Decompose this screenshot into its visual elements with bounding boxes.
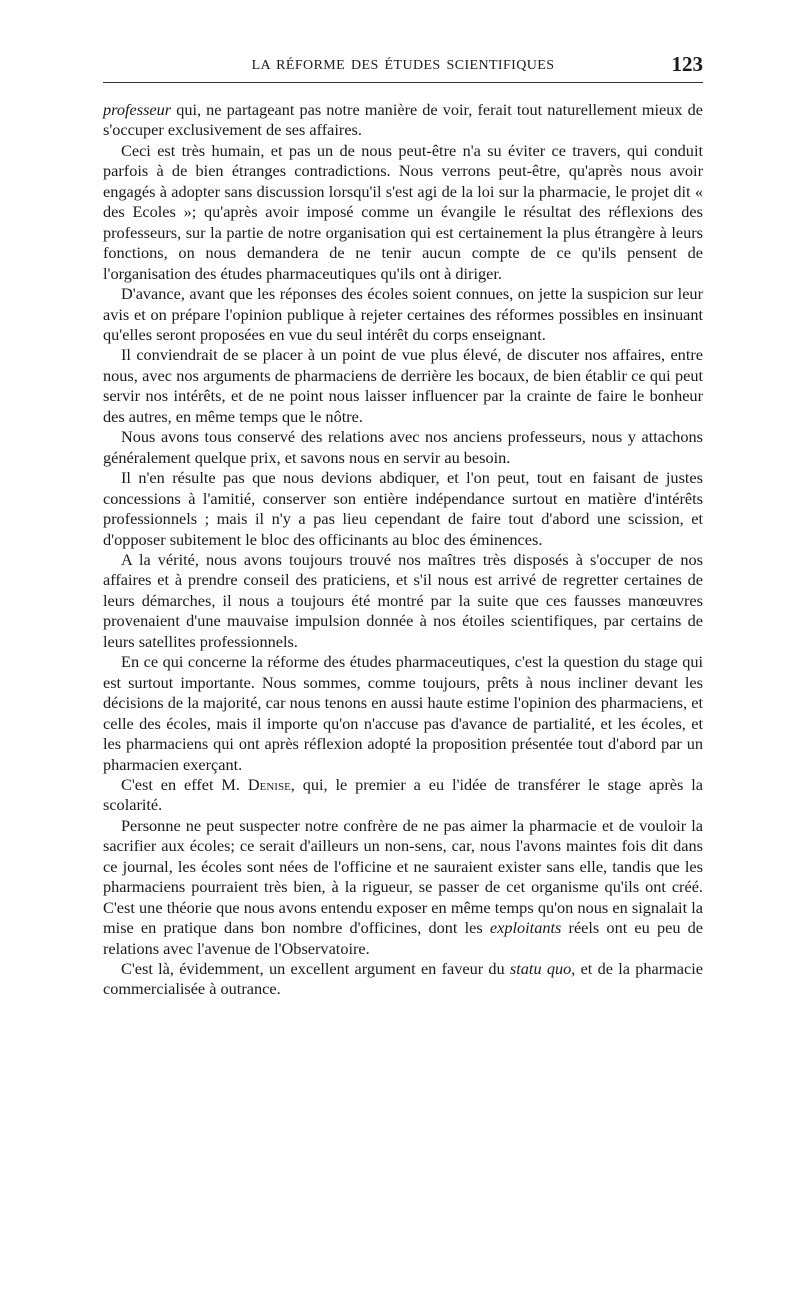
italic-word: statu quo xyxy=(509,959,572,979)
paragraph: Personne ne peut suspecter notre confrère de ne pas aimer la pharmacie et de vouloir la sacrifier aux écoles; ce serait d'ailleurs un non-sens, car, nous l'avons maintes fois dit dans ce journal, les écoles sont nées de l'officine et ne sauraient exister sans elle, tandis que les pharmaciens pourraient très bien, à la rigueur, se passer de cet organisme qu'ils ont créé. C'est une théorie que nous avons entendu exposer en même temps qu'on nous en signalait la mise en pratique dans bon nombre d'officines, dont les exploitants réels ont eu peu de relations avec l'avenue de l'Observatoire. xyxy=(103,815,704,958)
header-rule xyxy=(103,82,703,83)
running-title: LA RÉFORME DES ÉTUDES SCIENTIFIQUES xyxy=(251,58,555,73)
italic-word: exploitants xyxy=(489,918,562,938)
author-name: Denise xyxy=(247,774,291,794)
italic-word: professeur xyxy=(103,100,172,119)
paragraph: En ce qui concerne la réforme des études pharmaceutiques, c'est la question du stage qui est surtout importante. Nous sommes, comme toujours, prêts à nous incliner devant les décisions de la majorité, car nous tenons en aussi haute estime l'opinion des pharmaciens, et celle des écoles, mais il importe qu'on n'accuse pas d'avance de partialité, et les écoles, et les pharmaciens qui ont après réflexion adopté la proposition présentée tout d'abord par un pharmacien exerçant. xyxy=(103,652,703,774)
running-header xyxy=(103,52,703,82)
paragraph: Il n'en résulte pas que nous devions abdiquer, et l'on peut, tout en faisant de justes concessions à l'amitié, conserver son entière indépendance surtout en matière d'intérêts professionnels ; mais il n'y a pas lieu cependant de faire tout d'abord une scission, et d'opposer subitement le bloc des officinants au bloc des éminences. xyxy=(103,468,703,549)
page-number: 123 xyxy=(671,52,703,76)
paragraph: D'avance, avant que les réponses des écoles soient connues, on jette la suspicion sur leur avis et on prépare l'opinion publique à rejeter certaines des réformes possibles en insinuant qu'elles seront proposées en vue du seul intérêt du corps enseignant. xyxy=(103,284,703,344)
paragraph: professeur qui, ne partageant pas notre manière de voir, ferait tout naturellement mieux de s'occuper exclusivement de ses affaires. xyxy=(103,100,703,140)
paragraph: Nous avons tous conservé des relations avec nos anciens professeurs, nous y attachons généralement quelque prix, et savons nous en servir au besoin. xyxy=(103,427,703,467)
body-text xyxy=(103,100,703,1000)
paragraph: A la vérité, nous avons toujours trouvé nos maîtres très disposés à s'occuper de nos affaires et à prendre conseil des praticiens, et s'il nous est arrivé de regretter certaines de leurs démarches, il nous a toujours été montré par la suite que ces fausses manœuvres provenaient d'une mauvaise impulsion donnée à nos étoiles scientifiques, par certains de leurs satellites professionnels. xyxy=(103,549,703,651)
paragraph: C'est en effet M. Denise, qui, le premier a eu l'idée de transférer le stage après la scolarité. xyxy=(103,774,703,815)
paragraph: Ceci est très humain, et pas un de nous peut-être n'a su éviter ce travers, qui conduit parfois à de bien étranges contradictions. Nous verrons peut-être, qu'après nous avoir engagés à adopter sans discussion lorsqu'il s'est agi de la loi sur la pharmacie, le projet dit « des Ecoles »; qu'après avoir imposé comme un évangile le résultat des réflexions des professeurs, sur la partie de notre organisation qui est certainement la plus étrangère à leurs fonctions, on nous demandera de ne tenir aucun compte de ce qu'ils pensent de l'organisation des études pharmaceutiques qu'ils ont à diriger. xyxy=(103,140,703,283)
paragraph: Il conviendrait de se placer à un point de vue plus élevé, de discuter nos affaires, entre nous, avec nos arguments de pharmaciens de derrière les bocaux, de bien établir ce qui peut servir nos intérêts, et de ne point nous laisser influencer par la crainte de faire le bonheur des autres, en même temps que le nôtre. xyxy=(103,345,703,426)
paragraph: C'est là, évidemment, un excellent argument en faveur du statu quo, et de la pharmacie commercialisée à outrance. xyxy=(103,959,703,999)
